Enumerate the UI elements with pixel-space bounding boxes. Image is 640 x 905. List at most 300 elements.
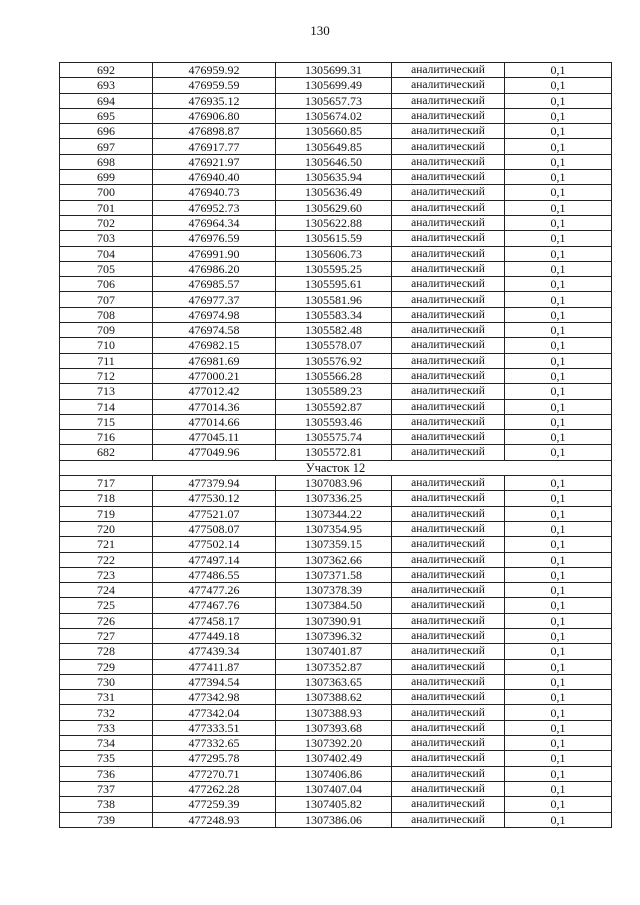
table-row [60, 476, 612, 491]
precision-cell: 0,1 [505, 659, 612, 674]
coord-x: 477262.28 [153, 781, 276, 796]
point-number: 714 [60, 399, 153, 414]
point-number: 721 [60, 537, 153, 552]
table-row [60, 185, 612, 200]
method-cell: аналитический [392, 781, 505, 796]
coord-x: 476981.69 [153, 353, 276, 368]
point-number: 709 [60, 323, 153, 338]
method-cell: аналитический [392, 613, 505, 628]
method-cell: аналитический [392, 583, 505, 598]
precision-cell: 0,1 [505, 78, 612, 93]
table-row [60, 368, 612, 383]
table-row [60, 231, 612, 246]
coord-y: 1307362.66 [276, 552, 392, 567]
table-row [60, 812, 612, 827]
point-number: 715 [60, 414, 153, 429]
table-row [60, 307, 612, 322]
point-number: 733 [60, 720, 153, 735]
method-cell: аналитический [392, 261, 505, 276]
table-row [60, 705, 612, 720]
coord-y: 1305593.46 [276, 414, 392, 429]
precision-cell: 0,1 [505, 368, 612, 383]
method-cell: аналитический [392, 246, 505, 261]
point-number: 735 [60, 751, 153, 766]
coord-y: 1307363.65 [276, 674, 392, 689]
method-cell: аналитический [392, 445, 505, 460]
coord-y: 1307402.49 [276, 751, 392, 766]
method-cell: аналитический [392, 215, 505, 230]
precision-cell: 0,1 [505, 414, 612, 429]
table-row [60, 674, 612, 689]
coord-x: 477342.04 [153, 705, 276, 720]
precision-cell: 0,1 [505, 736, 612, 751]
coord-y: 1307083.96 [276, 476, 392, 491]
coord-x: 476940.40 [153, 170, 276, 185]
coord-y: 1305572.81 [276, 445, 392, 460]
point-number: 710 [60, 338, 153, 353]
coord-y: 1307405.82 [276, 797, 392, 812]
precision-cell: 0,1 [505, 583, 612, 598]
method-cell: аналитический [392, 170, 505, 185]
point-number: 730 [60, 674, 153, 689]
coord-x: 476982.15 [153, 338, 276, 353]
coord-y: 1305595.25 [276, 261, 392, 276]
method-cell: аналитический [392, 185, 505, 200]
coord-y: 1305578.07 [276, 338, 392, 353]
coord-x: 476976.59 [153, 231, 276, 246]
method-cell: аналитический [392, 139, 505, 154]
coord-x: 477458.17 [153, 613, 276, 628]
point-number: 698 [60, 154, 153, 169]
coord-x: 477477.26 [153, 583, 276, 598]
table-row [60, 414, 612, 429]
coord-x: 476959.92 [153, 63, 276, 78]
table-row [60, 797, 612, 812]
coord-x: 476974.98 [153, 307, 276, 322]
method-cell: аналитический [392, 491, 505, 506]
precision-cell: 0,1 [505, 537, 612, 552]
method-cell: аналитический [392, 78, 505, 93]
coord-x: 476964.34 [153, 215, 276, 230]
precision-cell: 0,1 [505, 170, 612, 185]
table-row [60, 399, 612, 414]
table-row [60, 108, 612, 123]
coord-y: 1307378.39 [276, 583, 392, 598]
section-title: Участок 12 [60, 460, 612, 475]
precision-cell: 0,1 [505, 690, 612, 705]
table-section-header [60, 460, 612, 475]
table-row [60, 613, 612, 628]
point-number: 726 [60, 613, 153, 628]
precision-cell: 0,1 [505, 812, 612, 827]
method-cell: аналитический [392, 476, 505, 491]
precision-cell: 0,1 [505, 445, 612, 460]
precision-cell: 0,1 [505, 93, 612, 108]
coordinates-table [59, 62, 612, 828]
table-row [60, 215, 612, 230]
point-number: 708 [60, 307, 153, 322]
method-cell: аналитический [392, 567, 505, 582]
coord-x: 477439.34 [153, 644, 276, 659]
table-body-before [60, 63, 612, 461]
precision-cell: 0,1 [505, 598, 612, 613]
coord-x: 477049.96 [153, 445, 276, 460]
coord-x: 477295.78 [153, 751, 276, 766]
coord-y: 1305566.28 [276, 368, 392, 383]
precision-cell: 0,1 [505, 231, 612, 246]
point-number: 699 [60, 170, 153, 185]
coord-x: 477379.94 [153, 476, 276, 491]
precision-cell: 0,1 [505, 185, 612, 200]
point-number: 704 [60, 246, 153, 261]
table-row [60, 430, 612, 445]
coord-x: 477411.87 [153, 659, 276, 674]
precision-cell: 0,1 [505, 139, 612, 154]
coord-x: 477502.14 [153, 537, 276, 552]
method-cell: аналитический [392, 705, 505, 720]
precision-cell: 0,1 [505, 292, 612, 307]
coord-y: 1307354.95 [276, 521, 392, 536]
precision-cell: 0,1 [505, 766, 612, 781]
method-cell: аналитический [392, 736, 505, 751]
precision-cell: 0,1 [505, 781, 612, 796]
point-number: 731 [60, 690, 153, 705]
table-row [60, 491, 612, 506]
coord-x: 477530.12 [153, 491, 276, 506]
point-number: 722 [60, 552, 153, 567]
method-cell: аналитический [392, 63, 505, 78]
table-row [60, 521, 612, 536]
coord-y: 1305606.73 [276, 246, 392, 261]
method-cell: аналитический [392, 644, 505, 659]
coord-x: 477045.11 [153, 430, 276, 445]
coord-x: 477467.76 [153, 598, 276, 613]
coord-x: 476906.80 [153, 108, 276, 123]
method-cell: аналитический [392, 154, 505, 169]
precision-cell: 0,1 [505, 521, 612, 536]
precision-cell: 0,1 [505, 215, 612, 230]
coord-y: 1305699.31 [276, 63, 392, 78]
table-row [60, 78, 612, 93]
point-number: 716 [60, 430, 153, 445]
precision-cell: 0,1 [505, 674, 612, 689]
point-number: 727 [60, 628, 153, 643]
coord-y: 1307407.04 [276, 781, 392, 796]
point-number: 702 [60, 215, 153, 230]
precision-cell: 0,1 [505, 797, 612, 812]
method-cell: аналитический [392, 720, 505, 735]
coord-y: 1305589.23 [276, 384, 392, 399]
table-row [60, 246, 612, 261]
point-number: 695 [60, 108, 153, 123]
coord-y: 1307406.86 [276, 766, 392, 781]
coord-x: 477012.42 [153, 384, 276, 399]
precision-cell: 0,1 [505, 323, 612, 338]
coord-y: 1307352.87 [276, 659, 392, 674]
point-number: 706 [60, 277, 153, 292]
coord-y: 1305629.60 [276, 200, 392, 215]
precision-cell: 0,1 [505, 567, 612, 582]
section-row [60, 460, 612, 475]
method-cell: аналитический [392, 93, 505, 108]
table-row [60, 292, 612, 307]
precision-cell: 0,1 [505, 552, 612, 567]
coord-y: 1305581.96 [276, 292, 392, 307]
point-number: 711 [60, 353, 153, 368]
point-number: 736 [60, 766, 153, 781]
table-row [60, 751, 612, 766]
method-cell: аналитический [392, 552, 505, 567]
coord-y: 1307386.06 [276, 812, 392, 827]
point-number: 729 [60, 659, 153, 674]
precision-cell: 0,1 [505, 430, 612, 445]
table-row [60, 353, 612, 368]
precision-cell: 0,1 [505, 154, 612, 169]
method-cell: аналитический [392, 292, 505, 307]
precision-cell: 0,1 [505, 720, 612, 735]
table-row [60, 720, 612, 735]
table-row [60, 690, 612, 705]
coord-x: 477497.14 [153, 552, 276, 567]
page-number: 130 [310, 23, 330, 38]
table-row [60, 277, 612, 292]
coord-x: 476917.77 [153, 139, 276, 154]
method-cell: аналитический [392, 430, 505, 445]
table-row [60, 139, 612, 154]
method-cell: аналитический [392, 200, 505, 215]
coord-x: 477449.18 [153, 628, 276, 643]
table-row [60, 170, 612, 185]
coord-y: 1305622.88 [276, 215, 392, 230]
coord-y: 1305649.85 [276, 139, 392, 154]
table-row [60, 93, 612, 108]
point-number: 696 [60, 124, 153, 139]
point-number: 724 [60, 583, 153, 598]
coord-y: 1307393.68 [276, 720, 392, 735]
coord-x: 476974.58 [153, 323, 276, 338]
table-row [60, 200, 612, 215]
coord-x: 477259.39 [153, 797, 276, 812]
method-cell: аналитический [392, 338, 505, 353]
table-row [60, 323, 612, 338]
method-cell: аналитический [392, 598, 505, 613]
coord-x: 477508.07 [153, 521, 276, 536]
method-cell: аналитический [392, 659, 505, 674]
table-row [60, 506, 612, 521]
coord-y: 1307371.58 [276, 567, 392, 582]
point-number: 723 [60, 567, 153, 582]
method-cell: аналитический [392, 307, 505, 322]
point-number: 682 [60, 445, 153, 460]
coord-x: 477521.07 [153, 506, 276, 521]
precision-cell: 0,1 [505, 338, 612, 353]
coord-y: 1307392.20 [276, 736, 392, 751]
table-row [60, 537, 612, 552]
coord-x: 476898.87 [153, 124, 276, 139]
coord-x: 477486.55 [153, 567, 276, 582]
table-row [60, 659, 612, 674]
coord-x: 476959.59 [153, 78, 276, 93]
coord-x: 477332.65 [153, 736, 276, 751]
coord-x: 476991.90 [153, 246, 276, 261]
coord-y: 1305646.50 [276, 154, 392, 169]
precision-cell: 0,1 [505, 353, 612, 368]
precision-cell: 0,1 [505, 491, 612, 506]
table-row [60, 154, 612, 169]
precision-cell: 0,1 [505, 108, 612, 123]
coord-y: 1305636.49 [276, 185, 392, 200]
method-cell: аналитический [392, 506, 505, 521]
method-cell: аналитический [392, 414, 505, 429]
coord-x: 476977.37 [153, 292, 276, 307]
table-row [60, 552, 612, 567]
coord-y: 1305657.73 [276, 93, 392, 108]
coord-y: 1307359.15 [276, 537, 392, 552]
coord-y: 1305660.85 [276, 124, 392, 139]
coord-y: 1305615.59 [276, 231, 392, 246]
method-cell: аналитический [392, 628, 505, 643]
method-cell: аналитический [392, 674, 505, 689]
method-cell: аналитический [392, 231, 505, 246]
point-number: 707 [60, 292, 153, 307]
point-number: 713 [60, 384, 153, 399]
coord-y: 1305699.49 [276, 78, 392, 93]
table-row [60, 261, 612, 276]
precision-cell: 0,1 [505, 751, 612, 766]
method-cell: аналитический [392, 384, 505, 399]
coord-y: 1305595.61 [276, 277, 392, 292]
point-number: 732 [60, 705, 153, 720]
point-number: 693 [60, 78, 153, 93]
coord-y: 1307388.93 [276, 705, 392, 720]
method-cell: аналитический [392, 521, 505, 536]
table-row [60, 384, 612, 399]
coord-y: 1305592.87 [276, 399, 392, 414]
coord-y: 1305576.92 [276, 353, 392, 368]
method-cell: аналитический [392, 277, 505, 292]
table-row [60, 445, 612, 460]
coord-x: 476952.73 [153, 200, 276, 215]
point-number: 701 [60, 200, 153, 215]
table-row [60, 644, 612, 659]
table-row [60, 766, 612, 781]
point-number: 734 [60, 736, 153, 751]
coord-y: 1305582.48 [276, 323, 392, 338]
coord-x: 476940.73 [153, 185, 276, 200]
coord-y: 1305575.74 [276, 430, 392, 445]
point-number: 694 [60, 93, 153, 108]
precision-cell: 0,1 [505, 261, 612, 276]
precision-cell: 0,1 [505, 705, 612, 720]
method-cell: аналитический [392, 353, 505, 368]
coord-x: 477248.93 [153, 812, 276, 827]
precision-cell: 0,1 [505, 476, 612, 491]
point-number: 692 [60, 63, 153, 78]
point-number: 737 [60, 781, 153, 796]
coord-y: 1307390.91 [276, 613, 392, 628]
method-cell: аналитический [392, 399, 505, 414]
coord-x: 476935.12 [153, 93, 276, 108]
coord-x: 476985.57 [153, 277, 276, 292]
coord-y: 1305674.02 [276, 108, 392, 123]
point-number: 705 [60, 261, 153, 276]
point-number: 739 [60, 812, 153, 827]
coord-y: 1307344.22 [276, 506, 392, 521]
coord-x: 477000.21 [153, 368, 276, 383]
table-row [60, 628, 612, 643]
method-cell: аналитический [392, 766, 505, 781]
coord-y: 1307401.87 [276, 644, 392, 659]
coord-y: 1307396.32 [276, 628, 392, 643]
precision-cell: 0,1 [505, 613, 612, 628]
precision-cell: 0,1 [505, 644, 612, 659]
point-number: 728 [60, 644, 153, 659]
method-cell: аналитический [392, 323, 505, 338]
coord-x: 477394.54 [153, 674, 276, 689]
precision-cell: 0,1 [505, 63, 612, 78]
method-cell: аналитический [392, 124, 505, 139]
precision-cell: 0,1 [505, 200, 612, 215]
precision-cell: 0,1 [505, 628, 612, 643]
table-row [60, 583, 612, 598]
table-row [60, 338, 612, 353]
point-number: 720 [60, 521, 153, 536]
coord-y: 1307384.50 [276, 598, 392, 613]
point-number: 719 [60, 506, 153, 521]
coord-y: 1307388.62 [276, 690, 392, 705]
precision-cell: 0,1 [505, 277, 612, 292]
method-cell: аналитический [392, 751, 505, 766]
coord-y: 1305583.34 [276, 307, 392, 322]
method-cell: аналитический [392, 690, 505, 705]
method-cell: аналитический [392, 812, 505, 827]
point-number: 718 [60, 491, 153, 506]
point-number: 738 [60, 797, 153, 812]
point-number: 703 [60, 231, 153, 246]
coord-y: 1307336.25 [276, 491, 392, 506]
precision-cell: 0,1 [505, 124, 612, 139]
table-row [60, 736, 612, 751]
method-cell: аналитический [392, 537, 505, 552]
method-cell: аналитический [392, 108, 505, 123]
precision-cell: 0,1 [505, 384, 612, 399]
coord-y: 1305635.94 [276, 170, 392, 185]
coord-x: 476921.97 [153, 154, 276, 169]
table-row [60, 598, 612, 613]
point-number: 712 [60, 368, 153, 383]
precision-cell: 0,1 [505, 307, 612, 322]
precision-cell: 0,1 [505, 246, 612, 261]
point-number: 700 [60, 185, 153, 200]
precision-cell: 0,1 [505, 506, 612, 521]
table-body-after [60, 476, 612, 828]
point-number: 725 [60, 598, 153, 613]
method-cell: аналитический [392, 368, 505, 383]
table-row [60, 781, 612, 796]
coord-x: 477270.71 [153, 766, 276, 781]
coord-x: 477014.36 [153, 399, 276, 414]
coord-x: 477014.66 [153, 414, 276, 429]
point-number: 717 [60, 476, 153, 491]
table-row [60, 124, 612, 139]
precision-cell: 0,1 [505, 399, 612, 414]
table-row [60, 63, 612, 78]
coord-x: 476986.20 [153, 261, 276, 276]
point-number: 697 [60, 139, 153, 154]
method-cell: аналитический [392, 797, 505, 812]
table-row [60, 567, 612, 582]
coord-x: 477333.51 [153, 720, 276, 735]
